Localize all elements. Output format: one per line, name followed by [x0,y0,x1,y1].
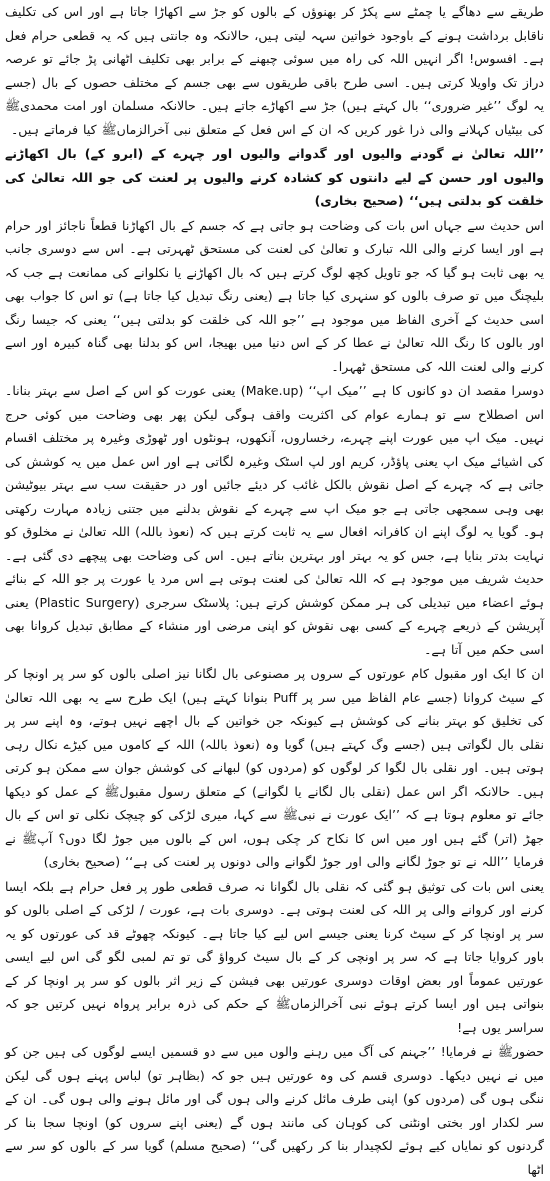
paragraph-body-4: ان کا ایک اور مقبول کام عورتوں کے سروں پر مصنوعی بال لگانا نیز اصلی بالوں کو سر پر اونچا کر کے سیٹ کروانا (جسے عام الفاظ میں سر پر Puff بنوانا کہتے ہیں) ایک طرح سے یہ بھی اللہ تعالیٰ کی تخلیق کو بہتر بنانے کی کوشش ہے کیونکہ جن خواتین کے بال اچھے نہیں ہوتے، وہ اپنے سر پر نقلی بال لگواتی ہیں (جسے وگ کہتے ہیں) گویا وہ (نعوذ باللہ) اللہ کے کاموں میں کیڑے نکال رہی ہوتی ہیں۔ اور نقلی بال لگوا کر لوگوں کو (مردوں کو) لبھانے کی کوشش جوان سے ممکن ہو کرتی ہیں۔ حالانکہ اگر اس عمل (نقلی بال لگانے یا لگوانے) کے متعلق رسول مقبولﷺ کے عمل کو دیکھا جائے تو معلوم ہوتا ہے کہ ’’ایک عورت نے نبیﷺ سے کہا، میری لڑکی کو چیچک نکلی تو اس کے بال جھڑ (اتر) گئے ہیں اور میں اس کا نکاح کر چکی ہوں، اس کے بالوں میں جوڑ لگا دوں؟ آپﷺ نے فرمایا ’’اللہ نے تو جوڑ لگانے والی اور جوڑ لگوانے والی دونوں پر لعنت کی ہے‘‘ (صحیح بخاری) [5,666,544,869]
paragraph-body-1: طریقے سے دھاگے یا چمٹے سے پکڑ کر بھنوؤں کے بالوں کو جڑ سے اکھاڑا جاتا ہے اور اس کی تکلیف ناقابل برداشت ہونے کے باوجود خواتین سہہ لیتی ہیں، حالانکہ وہ جانتی ہیں کہ یہ قطعی حرام فعل ہے۔ افسوس! اگر انہیں اللہ کی راہ میں سوئی چبھنے کے برابر بھی تکلیف اٹھانی پڑ جائے تو عرصہ دراز تک واویلا کرتی ہیں۔ اسی طرح باقی طریقوں سے بھی جسم کے مختلف حصوں کے بال (جسے یہ لوگ ’’غیر ضروری‘‘ بال کہتے ہیں) جڑ سے اکھاڑے جاتے ہیں۔ حالانکہ مسلمان اور امت محمدیﷺ کی بیٹیاں کہلانے والی ذرا غور کریں کہ ان کے اس فعل کے متعلق نبی آخرالزماںﷺ کیا فرماتے ہیں۔ [5,4,544,137]
paragraph-body-5: یعنی اس بات کی توثیق ہو گئی کہ نقلی بال لگوانا نہ صرف قطعی طور پر فعل حرام ہے بلکہ ایسا کرنے اور کروانے والی پر اللہ کی لعنت ہوتی ہے۔ دوسری بات ہے، عورت / لڑکی کے اصلی بالوں کو سر پر اونچا کر کے سیٹ کرنا یعنی جیسے اس لیے کیا جاتا ہے۔ کیونکہ چھوٹے قد کی عورتوں کو یہ باور کروایا جاتا ہے کہ سر پر اونچی کر کے بال سیٹ کرواؤ گی تو تم لمبی لگو گی اس لیے ایسی عورتیں عموماً اور بعض اوقات دوسری عورتیں بھی فیشن کے زیر اثر بالوں کو سر پر اونچا کر کے بنواتی ہیں اور ایسا کرتے ہوئے نبی آخرالزماںﷺ کے حکم کی ذرہ برابر پرواہ نہیں کرتیں جو کہ سراسر یوں ہے! [5,878,544,1035]
paragraph-hadith-quote-1: ’’اللہ تعالیٰ نے گودنے والیوں اور گدوانے والیوں اور چہرے کے (ابرو کے) بال اکھاڑنے والیوں اور حسن کے لیے دانتوں کو کشادہ کرنے والیوں پر لعنت کی جو اللہ تعالیٰ کی خلقت کو بدلتی ہیں‘‘ (صحیح بخاری) [5,146,544,208]
paragraph-body-6: حضورﷺ نے فرمایا! ’’جہنم کی آگ میں رہنے والوں میں سے دو قسمیں ایسے لوگوں کی ہیں جن کو میں نے نہیں دیکھا۔ دوسری قسم کی وہ عورتیں ہیں جو کہ (بظاہر تو) لباس پہنے ہوں گی لیکن ننگی ہوں گی (مردوں کو) اپنی طرف مائل کرنے والی ہوں گی اور مائل ہونے والی ہوں گی۔ ان کے سر لکدار اور بختی اونٹنی کی کوہان کی مانند ہوں گے (یعنی اپنے سروں کو) اونچا سجا بنا کر گردنوں کو نمایاں کیے ہوئے لکچیدار بنا کر رکھیں گی‘‘ (صحیح مسلم) گویا سر کے بالوں کو سر سے اٹھا [5,1044,544,1177]
paragraph-body-3: دوسرا مقصد ان دو کانوں کا ہے ’’میک اپ‘‘ (Make.up) یعنی عورت کو اس کے اصل سے بہتر بنانا۔ اس اصطلاح سے تو ہمارے عوام کی اکثریت واقف ہوگی لیکن پھر بھی وضاحت میں کوئی حرج نہیں۔ میک اپ میں عورت اپنے چہرے، رخساروں، آنکھوں، ہونٹوں اور ٹھوڑی وغیرہ پر مختلف اقسام کی اشیائے میک اپ یعنی پاؤڈر، کریم اور لپ اسٹک وغیرہ لگاتی ہے اور اس عمل میں یہ کوشش کی جاتی ہے کہ چہرے کے اصل نقوش بالکل غائب کر دیئے جائیں اور در حقیقت سب سے بہتر بیوٹیشن بھی وہی سمجھی جاتی ہے جو میک اپ سے چہرے کے نقوش بدلنے میں جتنی زیادہ مہارت رکھتی ہو۔ گویا یہ لوگ اپنے ان کافرانہ افعال سے یہ ثابت کرتے ہیں کہ (نعوذ باللہ) اللہ تعالیٰ نے مخلوق کو نہایت بدتر بنایا ہے، جس کو یہ بہتر اور بہترین بناتے ہیں۔ اس کی وضاحت بھی پیچھے دی گئی ہے۔ حدیث شریف میں موجود ہے کہ اللہ تعالیٰ کی لعنت ہوتی ہے اس مرد یا عورت پر جو اللہ کے بنائے ہوئے اعضاء میں تبدیلی کی ہر ممکن کوشش کرتے ہیں: پلاسٹک سرجری (Plastic Surgery) یعنی آپریشن کے ذریعے چہرے کے کسی بھی نقوش کو اپنی مرضی اور منشاء کے مطابق تبدیل کروانا بھی اسی حکم میں آتا ہے۔ [5,383,544,657]
paragraph-body-2: اس حدیث سے جہاں اس بات کی وضاحت ہو جاتی ہے کہ جسم کے بال اکھاڑنا قطعاً ناجائز اور حرام ہے اور ایسا کرنے والی اللہ تبارک و تعالیٰ کی لعنت کی مستحق ٹھہرتی ہے۔ اس سے دوسری جانب یہ بھی ثابت ہو گیا کہ جو تاویل کچھ لوگ کرتے ہیں کہ بال اکھاڑنے یا نکلوانے کی ممانعت ہے جب کہ بلیچنگ میں تو صرف بالوں کو سنہری کیا جاتا ہے (یعنی رنگ تبدیل کیا جاتا ہے) تو اس کا جواب بھی اسی حدیث کے آخری الفاظ میں موجود ہے ’’جو اللہ کی خلقت کو بدلتی ہیں‘‘ یعنی کہ جیسا رنگ اور بالوں کا رنگ اللہ تعالیٰ نے عطا کر کے اس دنیا میں بھیجا، اس کو بدلنا بھی گناہ کبیرہ اور اسے کرنے والی لعنت اللہ کی مستحق ٹھہرا۔ [5,217,544,374]
